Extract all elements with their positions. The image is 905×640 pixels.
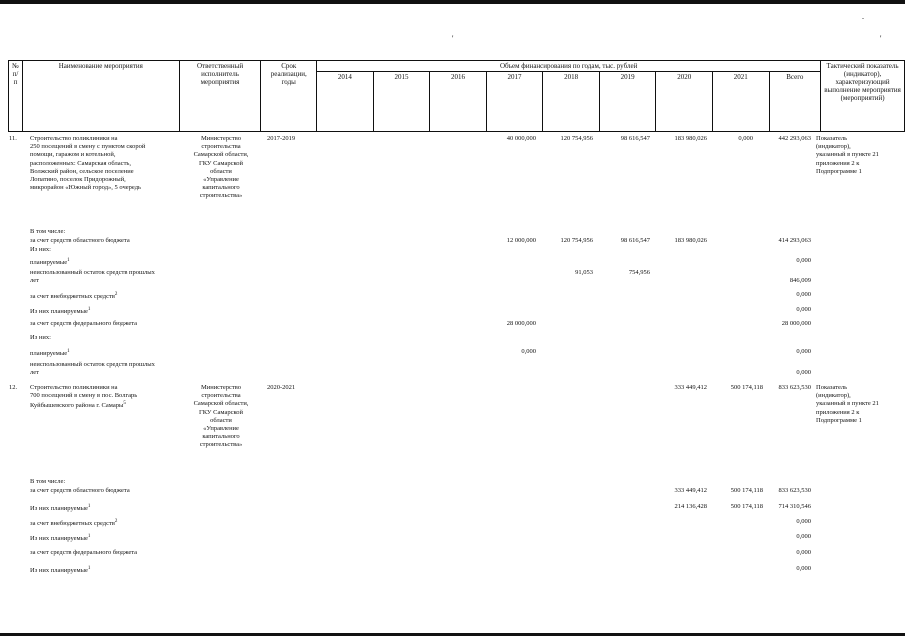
item-term: 2020-2021 <box>267 384 296 391</box>
footnote-mark: 2 <box>114 292 118 297</box>
breakdown-row-label <box>30 487 220 495</box>
breakdown-value-total: 414 293,063 <box>778 237 811 244</box>
item-number: 11. <box>9 135 17 142</box>
header-year: 2019 <box>599 72 656 132</box>
header-term: Срок реализации, годы <box>261 61 317 132</box>
breakdown-value-v2020: 214 136,428 <box>674 503 707 510</box>
breakdown-value-total: 28 000,000 <box>781 320 811 327</box>
value-2017: 40 000,000 <box>506 135 536 142</box>
breakdown-row-label <box>30 503 220 513</box>
item-indicator: Показатель (индикатор), указанный в пункте 21 приложения 2 к Подпрограмме 1 <box>816 384 879 424</box>
breakdown-row-text: Из них: <box>30 246 51 253</box>
breakdown-value-total: 833 623,530 <box>778 487 811 494</box>
breakdown-row-text: планируемые <box>30 259 68 267</box>
value-2020: 333 449,412 <box>674 384 707 391</box>
item-name: Строительство поликлиники на 250 посещений в смену с пунктом скорой помощи, гаражом и котельной, расположенных: Самарская область, Волжский район, сельское поселение Лопатино, поселок Придорожный, микрорайон «Южный город», 5 очередь <box>30 135 146 192</box>
footnote-mark: 1 <box>67 349 70 354</box>
item-name-footnote: 5 <box>123 401 126 407</box>
breakdown-value-v2017: 0,000 <box>521 348 536 355</box>
breakdown-row-text: за счет внебюджетных средств <box>30 520 115 528</box>
scan-mark: ' <box>880 34 882 43</box>
header-year: 2020 <box>656 72 713 132</box>
breakdown-value-total: 0,000 <box>796 348 811 355</box>
breakdown-value-v2019: 98 616,547 <box>620 237 650 244</box>
breakdown-row-text: за счет средств федерального бюджета <box>30 549 138 556</box>
item-indicator: Показатель (индикатор), указанный в пункте 21 приложения 2 к Подпрограмме 1 <box>816 135 879 175</box>
breakdown-row-label <box>30 237 220 245</box>
footnote-mark: 1 <box>87 307 91 312</box>
header-year: 2021 <box>712 72 769 132</box>
footnote-mark: 1 <box>67 258 70 263</box>
scan-mark: ' <box>452 34 454 43</box>
breakdown-row-text: Из них: <box>30 334 51 341</box>
breakdown-value-v2021: 500 174,118 <box>730 503 763 510</box>
scan-mark: . <box>862 12 864 21</box>
breakdown-row-label <box>30 257 220 267</box>
breakdown-row-text: за счет средств областного бюджета <box>30 237 130 244</box>
breakdown-value-v2018: 120 754,956 <box>560 237 593 244</box>
value-2021: 0,000 <box>738 135 753 142</box>
breakdown-value-v2020: 183 980,026 <box>674 237 707 244</box>
breakdown-value-total: 0,000 <box>796 549 811 556</box>
breakdown-row-text: за счет средств областного бюджета <box>30 487 130 494</box>
breakdown-row-label <box>30 306 220 316</box>
header-year: 2016 <box>430 72 487 132</box>
header-year: 2015 <box>373 72 430 132</box>
footnote-mark: 1 <box>87 504 91 509</box>
top-rule <box>0 0 905 4</box>
header-num: № п/п <box>9 61 23 132</box>
breakdown-row-text: неиспользованный остаток средств прошлых лет <box>30 361 155 377</box>
breakdown-row-text: планируемые <box>30 350 68 358</box>
item-term: 2017-2019 <box>267 135 296 142</box>
breakdown-value-total: 0,000 <box>796 257 811 264</box>
breakdown-row-label <box>30 291 220 301</box>
value-total: 442 293,063 <box>778 135 811 142</box>
header-table <box>8 60 905 132</box>
breakdown-value-total: 0,000 <box>796 291 811 298</box>
breakdown-value-total: 0,000 <box>796 533 811 540</box>
header-year: 2017 <box>486 72 543 132</box>
breakdown-row-label <box>30 269 220 285</box>
breakdown-value-v2021: 500 174,118 <box>730 487 763 494</box>
header-name: Наименование мероприятия <box>22 61 179 132</box>
bottom-rule <box>0 633 905 636</box>
breakdown-row-label <box>30 518 220 528</box>
breakdown-value-total: 0,000 <box>796 306 811 313</box>
breakdown-value-total: 714 310,546 <box>778 503 811 510</box>
breakdown-row-text: неиспользованный остаток средств прошлых лет <box>30 269 155 285</box>
item-responsible: Министерство строительства Самарской области, ГКУ Самарской области «Управление капитального строительства» <box>193 384 249 449</box>
breakdown-row-text: Из них планируемые <box>30 567 88 575</box>
item-responsible: Министерство строительства Самарской области, ГКУ Самарской области «Управление капитального строительства» <box>193 135 249 200</box>
breakdown-value-total: 0,000 <box>796 518 811 525</box>
breakdown-row-text: Из них планируемые <box>30 308 88 316</box>
item-name-text: Строительство поликлиники на 700 посещений в смену в пос. Волгарь Куйбышевского района г. Самары <box>30 384 138 410</box>
footnote-mark: 1 <box>87 566 91 571</box>
item-name <box>30 384 190 411</box>
value-2018: 120 754,956 <box>560 135 593 142</box>
breakdown-value-total: 0,000 <box>796 369 811 376</box>
footnote-mark: 2 <box>114 519 118 524</box>
header-year: 2014 <box>317 72 374 132</box>
footnote-mark: 1 <box>87 534 91 539</box>
breakdown-row-text: за счет внебюджетных средств <box>30 293 115 301</box>
breakdown-value-total: 0,000 <box>796 565 811 572</box>
header-responsible: Ответственный исполнитель мероприятия <box>179 61 261 132</box>
value-total: 833 623,530 <box>778 384 811 391</box>
breakdown-row-text: Из них планируемые <box>30 505 88 513</box>
breakdown-row-label <box>30 246 220 254</box>
breakdown-value-v2017: 12 000,000 <box>506 237 536 244</box>
breakdown-value-v2019: 754,956 <box>628 269 650 276</box>
breakdown-row-label <box>30 348 220 358</box>
header-total: Всего <box>769 72 821 132</box>
breakdown-label: В том числе: <box>30 478 66 485</box>
breakdown-value-v2017: 28 000,000 <box>506 320 536 327</box>
header-indicator: Тактический показатель (индикатор), характеризующий выполнение мероприятия (мероприятий) <box>821 61 905 132</box>
breakdown-value-v2018: 91,053 <box>575 269 593 276</box>
breakdown-row-label <box>30 320 220 328</box>
breakdown-row-label <box>30 549 220 557</box>
breakdown-row-label <box>30 565 220 575</box>
breakdown-row-text: Из них планируемые <box>30 535 88 543</box>
item-number: 12. <box>9 384 18 391</box>
breakdown-value-v2020: 333 449,412 <box>674 487 707 494</box>
value-2021: 500 174,118 <box>730 384 763 391</box>
breakdown-row-label <box>30 533 220 543</box>
breakdown-row-label <box>30 334 220 342</box>
header-funding: Объем финансирования по годам, тыс. рублей <box>317 61 821 72</box>
breakdown-value-total: 846,009 <box>789 277 811 284</box>
value-2020: 183 980,026 <box>674 135 707 142</box>
breakdown-row-text: за счет средств федерального бюджета <box>30 320 138 327</box>
value-2019: 98 616,547 <box>620 135 650 142</box>
breakdown-label: В том числе: <box>30 228 66 235</box>
header-year: 2018 <box>543 72 600 132</box>
breakdown-row-label <box>30 361 220 377</box>
